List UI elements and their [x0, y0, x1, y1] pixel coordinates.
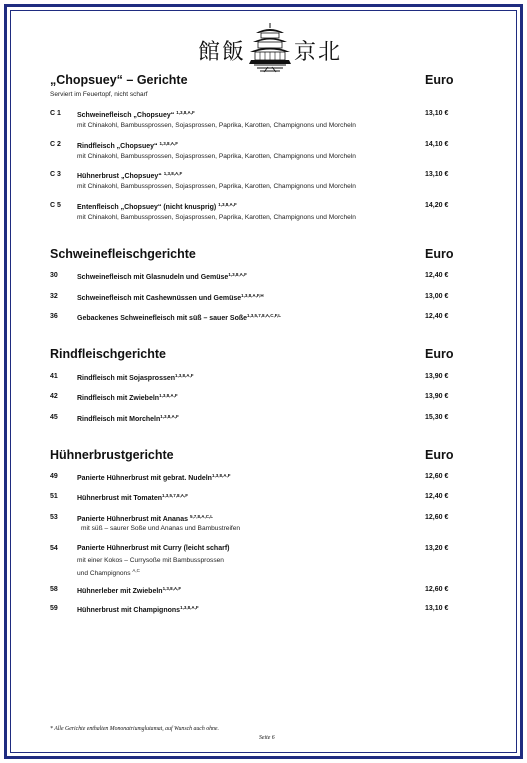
section-subtitle-chopsuey: Serviert im Feuertopf, nicht scharf	[50, 91, 148, 98]
item-allergens: 1,3,8,A,F	[162, 586, 182, 591]
item-code: 36	[50, 313, 58, 320]
item-description-line2: und Champignons $^{A,C}$	[77, 568, 140, 577]
item-allergens: 1,3,8,A,F	[163, 171, 183, 176]
item-code: 54	[50, 545, 58, 552]
item-name: Hühnerbrust mit Tomaten$^{1,3,5,7,8,A,F}$	[77, 493, 189, 502]
item-code: 58	[50, 586, 58, 593]
item-code: 51	[50, 493, 58, 500]
item-price: 13,90 €	[425, 373, 449, 380]
item-code: 45	[50, 414, 58, 421]
item-price: 12,40 €	[425, 493, 449, 500]
item-name: Rindfleisch mit Sojasprossen$^{1,3,8,A,F}$	[77, 373, 194, 382]
item-code: 32	[50, 293, 58, 300]
item-allergens: 1,3,8,A,F	[228, 272, 247, 277]
item-description: mit Chinakohl, Bambussprossen, Sojasprossen, Paprika, Karotten, Champignons und Morcheln	[77, 214, 356, 221]
temple-icon	[248, 23, 292, 75]
section-title-rind: Rindfleischgerichte	[50, 347, 166, 361]
item-allergens: 1,3,8,A,F	[176, 110, 195, 115]
item-code: 53	[50, 514, 58, 521]
item-price: 13,10 €	[425, 171, 449, 178]
item-description: mit Chinakohl, Bambussprossen, Sojasprossen, Paprika, Karotten, Champignons und Morcheln	[77, 153, 356, 160]
item-price: 12,60 €	[425, 586, 449, 593]
item-name: Gebackenes Schweinefleisch mit süß – sauer Soße$^{1,3,5,7,8,A,C,F,L}$	[77, 313, 282, 322]
item-code: 49	[50, 473, 58, 480]
item-code: C 5	[50, 202, 61, 209]
item-allergens: 1,3,8,A,F	[218, 202, 237, 207]
item-allergens: A,C	[132, 568, 140, 573]
item-price: 12,40 €	[425, 272, 449, 279]
item-allergens: 1,3,8,A,F	[211, 473, 231, 478]
logo-characters-left: 館飯	[198, 40, 247, 65]
item-name: Rindfleisch mit Morcheln$^{1,3,8,A,F}$	[77, 414, 179, 423]
item-price: 14,20 €	[425, 202, 449, 209]
item-code: 41	[50, 373, 58, 380]
item-name: Schweinefleisch „Chopsuey“ $^{1,3,8,A,F}$	[77, 110, 195, 119]
item-name: Schweinefleisch mit Cashewnüssen und Gemüse$^{1,3,8,A,F,H}$	[77, 293, 264, 302]
item-price: 13,00 €	[425, 293, 449, 300]
item-allergens: 1,3,8,A,F	[160, 414, 179, 419]
restaurant-logo	[198, 23, 342, 75]
item-name: Schweinefleisch mit Glasnudeln und Gemüse$^{1,3,8,A,F}$	[77, 272, 247, 281]
item-price: 13,10 €	[425, 605, 449, 612]
item-allergens: 1,3,8,A,F	[180, 605, 199, 610]
item-name: Hühnerbrust „Chopsuey“ $^{1,3,8,A,F}$	[77, 171, 183, 180]
section-title-huhn: Hühnerbrustgerichte	[50, 448, 174, 462]
section-title-schwein: Schweinefleischgerichte	[50, 247, 196, 261]
item-description: mit süß – saurer Soße und Ananas und Bambustreifen	[81, 525, 241, 532]
item-description: mit Chinakohl, Bambussprossen, Sojasprossen, Paprika, Karotten, Champignons und Morcheln	[77, 183, 356, 190]
item-allergens: 5,7,8,A,C,L	[189, 514, 213, 519]
item-code: C 1	[50, 110, 61, 117]
item-code: C 3	[50, 171, 61, 178]
item-price: 15,30 €	[425, 414, 449, 421]
item-description: mit einer Kokos – Currysoße mit Bambussprossen	[77, 557, 224, 564]
item-allergens: 1,3,8,A,F,H	[241, 293, 264, 298]
item-name: Hühnerleber mit Zwiebeln$^{1,3,8,A,F}$	[77, 586, 182, 595]
item-allergens: 1,3,8,A,F	[159, 393, 178, 398]
item-allergens: 1,3,8,A,F	[175, 373, 194, 378]
item-name: Rindfleisch „Chopsuey“ $^{1,3,8,A,F}$	[77, 141, 178, 150]
item-price: 13,20 €	[425, 545, 449, 552]
logo-characters-right: 京北	[293, 40, 342, 65]
item-price: 13,90 €	[425, 393, 449, 400]
item-name: Entenfleisch „Chopsuey“ (nicht knusprig) $^{1,3,8,A,F}$	[77, 202, 237, 211]
item-name: Hühnerbrust mit Champignons$^{1,3,8,A,F}$	[77, 605, 199, 614]
item-code: C 2	[50, 141, 61, 148]
item-price: 13,10 €	[425, 110, 449, 117]
item-allergens: 1,3,5,7,8,A,F	[162, 493, 189, 498]
item-code: 30	[50, 272, 58, 279]
item-price: 12,60 €	[425, 473, 449, 480]
section-euro-huhn: Euro	[425, 448, 454, 462]
page-number: Seite 6	[259, 735, 275, 741]
item-name: Panierte Hühnerbrust mit Curry (leicht scharf)	[77, 545, 230, 552]
section-euro-schwein: Euro	[425, 247, 454, 261]
item-code: 42	[50, 393, 58, 400]
item-name: Panierte Hühnerbrust mit Ananas $^{5,7,8,A,C,L}$	[77, 514, 213, 523]
item-name: Panierte Hühnerbrust mit gebrat. Nudeln$^{1,3,8,A,F}$	[77, 473, 231, 482]
section-euro-chopsuey: Euro	[425, 73, 454, 87]
item-allergens: 1,3,8,A,F	[159, 141, 178, 146]
item-allergens: 1,3,5,7,8,A,C,F,L	[247, 313, 282, 318]
item-name: Rindfleisch mit Zwiebeln$^{1,3,8,A,F}$	[77, 393, 178, 402]
footnote: * Alle Gerichte enthalten Mononatriumglutamat, auf Wunsch auch ohne.	[50, 726, 219, 732]
section-title-chopsuey: „Chopsuey“ – Gerichte	[50, 73, 188, 87]
item-price: 12,40 €	[425, 313, 449, 320]
item-price: 12,60 €	[425, 514, 449, 521]
section-euro-rind: Euro	[425, 347, 454, 361]
item-description: mit Chinakohl, Bambussprossen, Sojasprossen, Paprika, Karotten, Champignons und Morcheln	[77, 122, 356, 129]
item-price: 14,10 €	[425, 141, 449, 148]
item-code: 59	[50, 605, 58, 612]
